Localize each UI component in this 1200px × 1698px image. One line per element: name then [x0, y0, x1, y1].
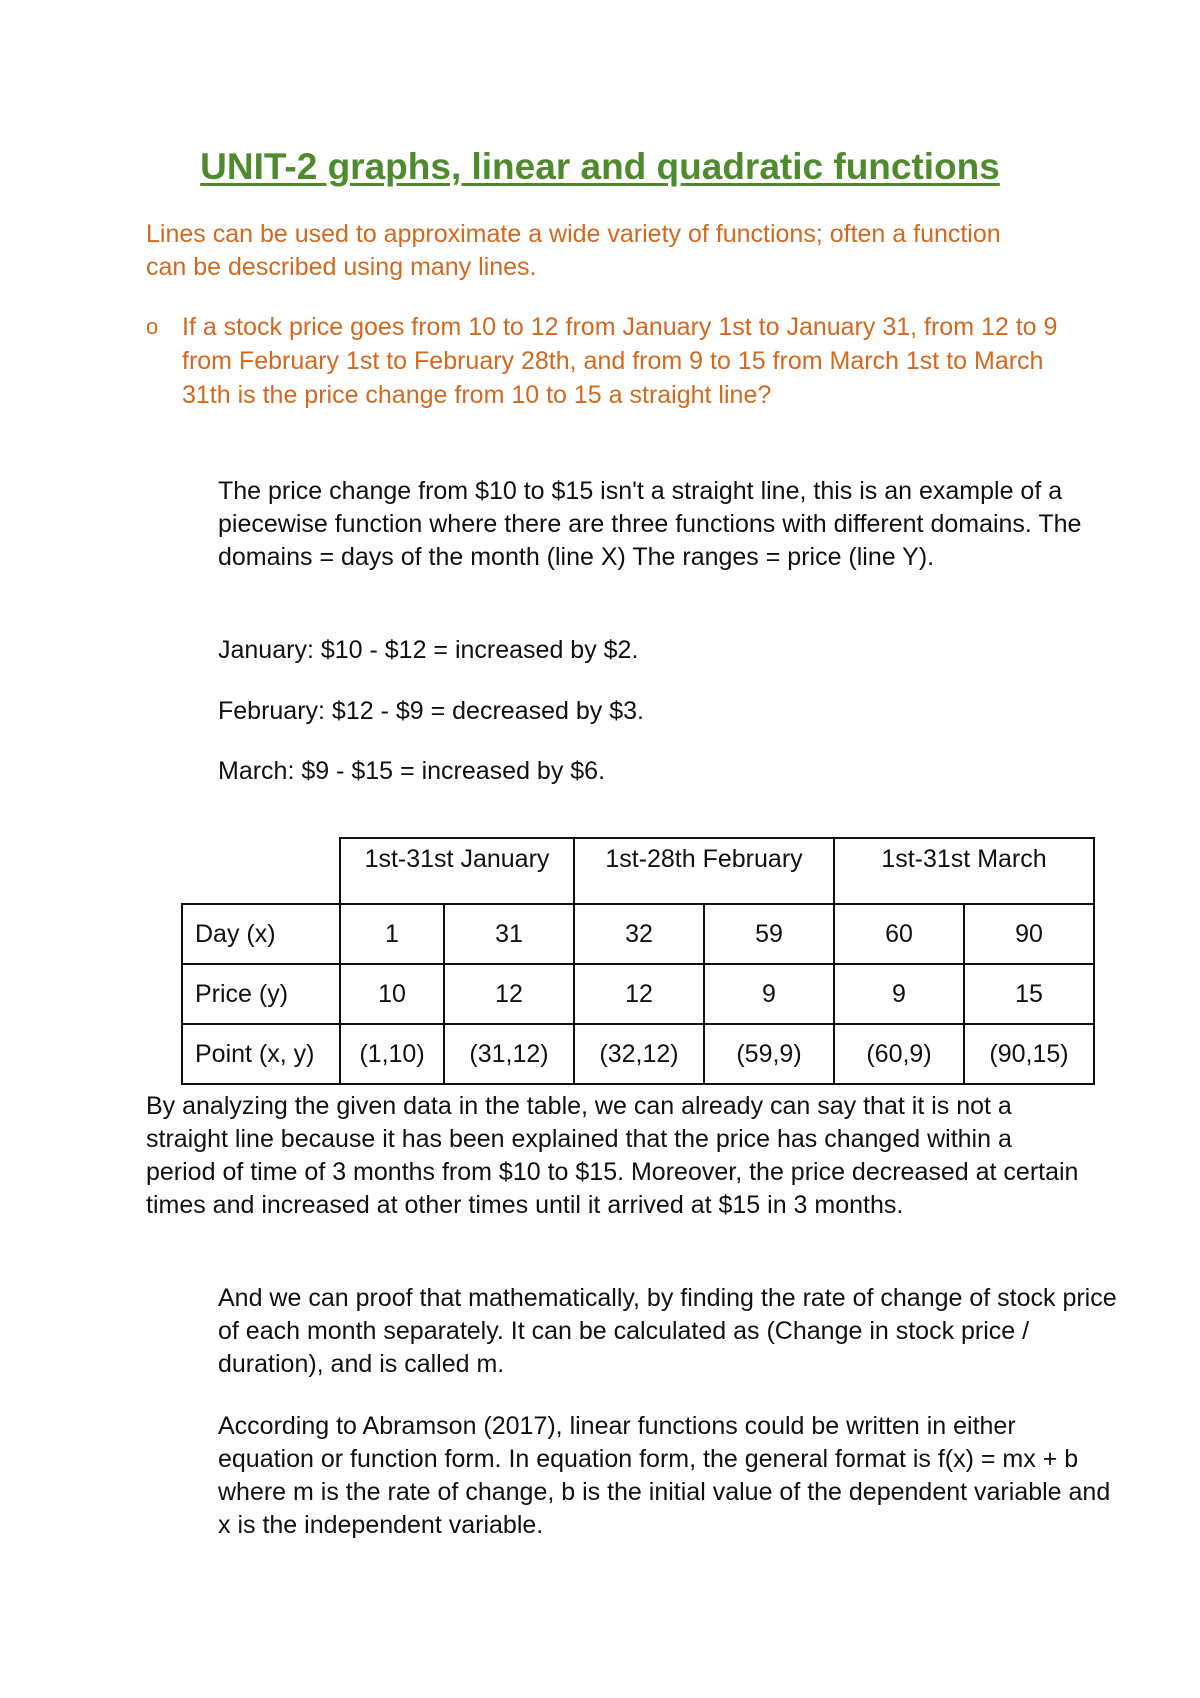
header-february: 1st-28th February — [574, 838, 834, 904]
price-table — [181, 837, 1095, 1085]
table-cell: (31,12) — [444, 1024, 574, 1084]
table-cell: 1 — [340, 904, 444, 964]
table-cell: (32,12) — [574, 1024, 704, 1084]
table-cell: 15 — [964, 964, 1094, 1024]
page-title: UNIT-2 graphs, linear and quadratic functions — [200, 146, 1000, 187]
table-cell: (60,9) — [834, 1024, 964, 1084]
table-row-price — [182, 964, 1094, 1024]
proof-paragraph: And we can proof that mathematically, by finding the rate of change of stock price of each month separately. It can be calculated as (Change in stock price / duration), and is called m. — [218, 1284, 1117, 1378]
abramson-paragraph: According to Abramson (2017), linear functions could be written in either equation or function form. In equation form, the general format is f(x) = mx + b where m is the rate of change, b is the initial value of the dependent variable and x is the independent variable. — [218, 1412, 1111, 1539]
table-cell: 59 — [704, 904, 834, 964]
bullet-marker: o — [146, 314, 159, 339]
question-paragraph: If a stock price goes from 10 to 12 from January 1st to January 31, from 12 to 9 from February 1st to February 28th, and from 9 to 15 from March 1st to March 31th is the price change from 10 to 15 a straight line? — [182, 313, 1058, 409]
table-cell: 12 — [574, 964, 704, 1024]
header-march: 1st-31st March — [834, 838, 1094, 904]
table-cell: 60 — [834, 904, 964, 964]
table-cell: 12 — [444, 964, 574, 1024]
table-cell: (90,15) — [964, 1024, 1094, 1084]
row-label: Point (x, y) — [182, 1024, 340, 1084]
table-header-row — [182, 838, 1094, 904]
table-row-day — [182, 904, 1094, 964]
table-corner-cell — [182, 838, 340, 904]
table-cell: 32 — [574, 904, 704, 964]
intro-paragraph: Lines can be used to approximate a wide variety of functions; often a function can be described using many lines. — [146, 220, 1001, 281]
table-cell: 90 — [964, 904, 1094, 964]
table-cell: (1,10) — [340, 1024, 444, 1084]
header-january: 1st-31st January — [340, 838, 574, 904]
row-label: Price (y) — [182, 964, 340, 1024]
table-cell: 9 — [834, 964, 964, 1024]
analysis-paragraph: By analyzing the given data in the table, we can already can say that it is not a straight line because it has been explained that the price has changed within a period of time of 3 months from $10 to $15. Moreover, the price decreased at certain times and increased at other times until it arrived at $15 in 3 months. — [146, 1092, 1079, 1219]
march-change: March: $9 - $15 = increased by $6. — [218, 757, 606, 785]
january-change: January: $10 - $12 = increased by $2. — [218, 636, 639, 664]
table-cell: 9 — [704, 964, 834, 1024]
row-label: Day (x) — [182, 904, 340, 964]
table-row-point — [182, 1024, 1094, 1084]
answer-paragraph: The price change from $10 to $15 isn't a straight line, this is an example of a piecewise function where there are three functions with different domains. The domains = days of the month (line X) The ranges = price (line Y). — [218, 477, 1082, 571]
february-change: February: $12 - $9 = decreased by $3. — [218, 697, 644, 725]
table-cell: 10 — [340, 964, 444, 1024]
table-cell: 31 — [444, 904, 574, 964]
table-cell: (59,9) — [704, 1024, 834, 1084]
